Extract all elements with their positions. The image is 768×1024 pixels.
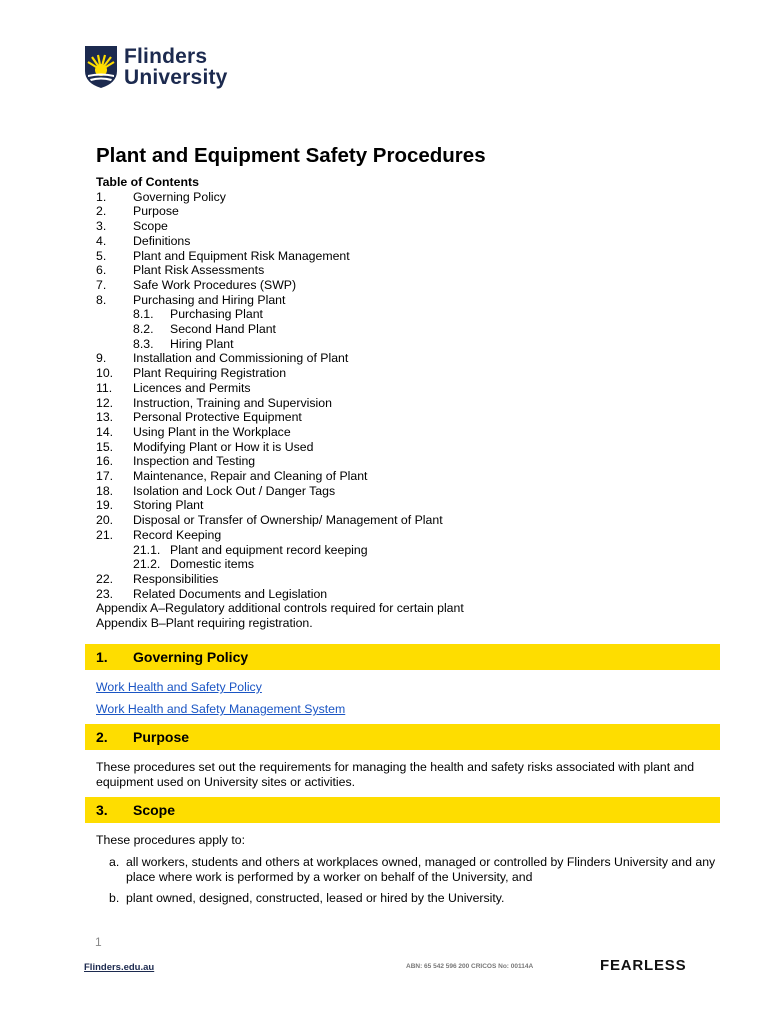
toc-item-number: 11. [96,380,113,395]
toc-item-number: 4. [96,233,107,248]
logo-line-2: University [124,66,228,89]
toc-item-label: Plant Requiring Registration [133,366,287,381]
toc-item-label: Inspection and Testing [133,454,256,469]
university-logo [84,45,228,89]
toc-item-number: 9. [96,351,107,366]
toc-item-label: Scope [133,219,168,234]
toc-item[interactable] [96,484,464,499]
toc-item-number: 18. [96,483,114,498]
page-number: 1 [95,935,102,949]
toc-item-number: 5. [96,248,107,263]
toc-item-number: 17. [96,469,114,484]
toc-item-label: Plant and Equipment Risk Management [133,248,350,263]
section-purpose [85,724,720,750]
toc-appendix-b[interactable]: Appendix B–Plant requiring registration. [96,616,313,631]
toc-item-label: Safe Work Procedures (SWP) [133,277,297,292]
section-number: 3. [96,802,108,818]
toc-item-label: Related Documents and Legislation [133,586,328,601]
toc-item[interactable] [96,263,464,278]
toc-item[interactable] [96,307,464,322]
section-title: Purpose [133,729,190,745]
toc-item-number: 23. [96,586,114,601]
toc-item[interactable] [96,219,464,234]
toc-item-number: 14. [96,424,114,439]
section-number: 1. [96,649,108,665]
toc-item-label: Plant Risk Assessments [133,263,265,278]
toc-item-number: 8.2. [133,322,154,337]
toc-item-label: Second Hand Plant [170,322,276,337]
toc-item-number: 10. [96,366,114,381]
footer-website-link[interactable]: Flinders.edu.au [84,962,155,973]
toc-item-label: Hiring Plant [170,336,234,351]
toc-item-number: 6. [96,263,107,278]
toc-item-number: 22. [96,571,114,586]
section-title: Scope [133,802,176,818]
toc-item-label: Purchasing and Hiring Plant [133,292,286,307]
toc-item-number: 8.1. [133,307,154,322]
toc-item-label: Purchasing Plant [170,307,263,322]
footer-abn-cricos: ABN: 65 542 596 200 CRICOS No: 00114A [406,963,534,970]
logo-line-1: Flinders [124,45,208,68]
toc-item[interactable] [96,366,464,381]
toc-item-label: Instruction, Training and Supervision [133,395,332,410]
toc-item-label: Domestic items [170,557,255,572]
toc-item[interactable] [96,410,464,425]
toc-item[interactable] [96,278,464,293]
toc-item-number: 15. [96,439,114,454]
toc-appendix-a[interactable]: Appendix A–Regulatory additional controls required for certain plant [96,601,464,616]
toc-item[interactable] [96,396,464,411]
toc-item[interactable] [96,337,464,352]
toc-heading: Table of Contents [96,175,199,189]
toc-item[interactable] [96,322,464,337]
section-number: 2. [96,729,108,745]
section-governing-policy [85,644,720,670]
section-scope [85,797,720,823]
scope-item-text: all workers, students and others at workplaces owned, managed or controlled by Flinders University and any place where work is performed by a worker on behalf of the University, and [126,855,716,884]
toc-item[interactable] [96,543,464,558]
toc-item-number: 1. [96,189,107,204]
toc-item-number: 13. [96,410,114,425]
toc-item-number: 19. [96,498,114,513]
toc-item[interactable] [96,293,464,308]
toc-item[interactable] [96,249,464,264]
toc-item[interactable] [96,440,464,455]
toc-item[interactable] [96,513,464,528]
whs-management-system-link[interactable]: Work Health and Safety Management System [96,702,346,716]
toc-list [96,190,464,602]
section-title: Governing Policy [133,649,249,665]
logo-wordmark [124,46,228,88]
toc-item[interactable] [96,469,464,484]
toc-item-number: 8.3. [133,336,154,351]
toc-item[interactable] [96,351,464,366]
toc-item[interactable] [96,234,464,249]
toc-item-label: Using Plant in the Workplace [133,424,291,439]
toc-item[interactable] [96,381,464,396]
document-title: Plant and Equipment Safety Procedures [96,144,486,167]
scope-item [109,891,719,906]
scope-intro: These procedures apply to: [96,833,246,847]
scope-item [109,855,719,884]
toc-item[interactable] [96,425,464,440]
toc-item-label: Licences and Permits [133,380,251,395]
toc-item-label: Storing Plant [133,498,204,513]
toc-item-label: Governing Policy [133,189,226,204]
scope-item-text: plant owned, designed, constructed, leased or hired by the University. [126,891,505,905]
toc-item[interactable] [96,587,464,602]
toc-item-label: Purpose [133,204,179,219]
toc-item-label: Plant and equipment record keeping [170,542,368,557]
toc-item-number: 21.1. [133,542,161,557]
toc-item[interactable] [96,572,464,587]
toc-item-label: Maintenance, Repair and Cleaning of Plant [133,469,368,484]
toc-item-label: Record Keeping [133,527,222,542]
toc-item-number: 21.2. [133,557,161,572]
toc-item[interactable] [96,204,464,219]
toc-item[interactable] [96,498,464,513]
toc-item-label: Responsibilities [133,571,219,586]
scope-item-label: a. [109,855,120,869]
toc-item[interactable] [96,557,464,572]
toc-item-number: 3. [96,219,107,234]
scope-item-label: b. [109,891,120,905]
toc-item-number: 2. [96,204,107,219]
toc-item-label: Definitions [133,233,191,248]
toc-item-label: Modifying Plant or How it is Used [133,439,314,454]
toc-item[interactable] [96,528,464,543]
toc-item-number: 20. [96,513,114,528]
table-of-contents [96,175,464,631]
toc-item-label: Installation and Commissioning of Plant [133,351,349,366]
toc-item-number: 7. [96,277,107,292]
toc-item-label: Isolation and Lock Out / Danger Tags [133,483,336,498]
toc-item[interactable] [96,190,464,205]
shield-sun-icon [84,45,118,89]
toc-item-label: Personal Protective Equipment [133,410,302,425]
toc-item[interactable] [96,454,464,469]
purpose-paragraph: These procedures set out the requirements for managing the health and safety risks associated with plant and equipment used on University sites or activities. [96,760,695,789]
toc-item-number: 12. [96,395,114,410]
toc-item-number: 21. [96,527,114,542]
toc-item-number: 16. [96,454,114,469]
whs-policy-link[interactable]: Work Health and Safety Policy [96,680,262,694]
toc-item-number: 8. [96,292,107,307]
toc-item-label: Disposal or Transfer of Ownership/ Management of Plant [133,513,443,528]
footer-brand-fearless: FEARLESS [600,957,687,974]
